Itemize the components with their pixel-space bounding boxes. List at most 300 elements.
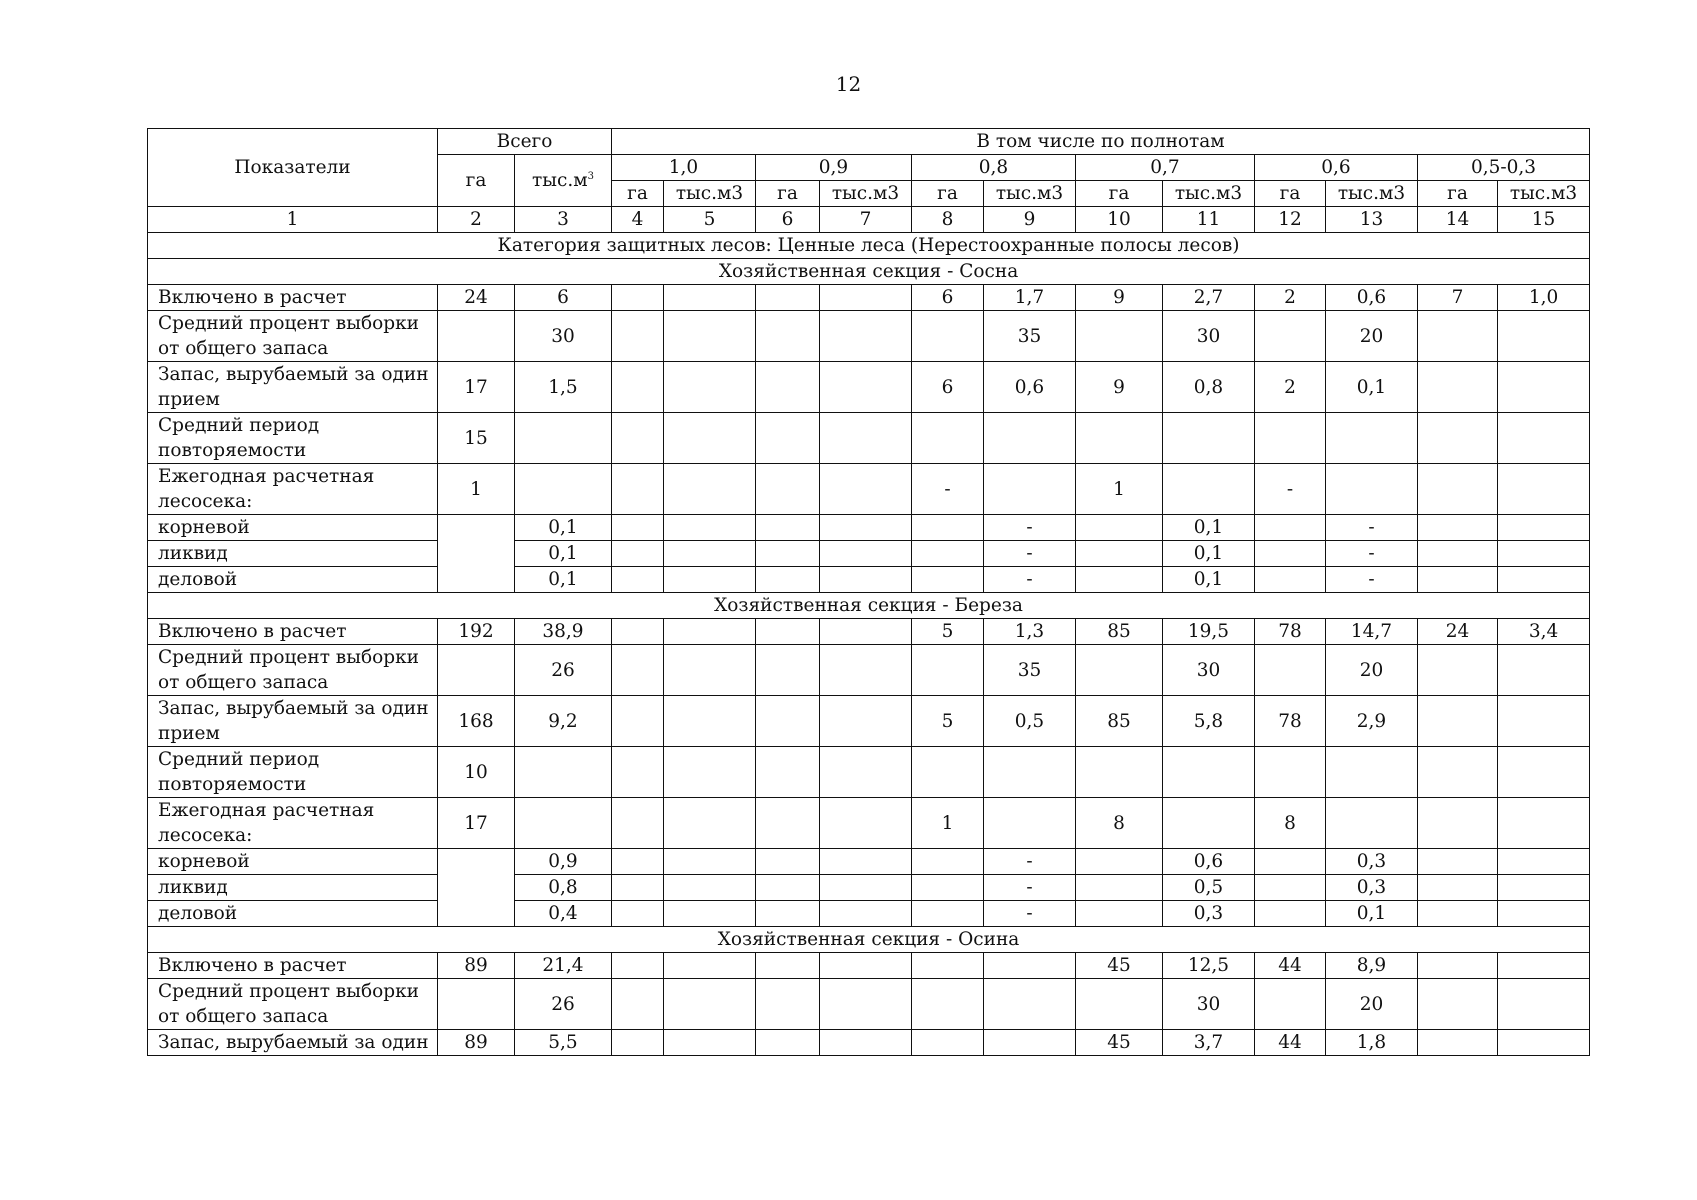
column-number: 1 <box>148 207 438 233</box>
table-row <box>148 285 1590 311</box>
table-cell: 1 <box>1076 464 1163 515</box>
table-cell <box>912 541 984 567</box>
table-cell: - <box>984 849 1076 875</box>
table-cell <box>1498 311 1590 362</box>
unit-volume-header: тыс.м3 <box>664 181 756 207</box>
table-cell <box>664 362 756 413</box>
table-cell <box>756 747 820 798</box>
table-row <box>148 515 1590 541</box>
table-cell <box>756 953 820 979</box>
row-label: корневой <box>148 849 438 875</box>
table-cell: 19,5 <box>1163 619 1255 645</box>
column-number: 3 <box>515 207 612 233</box>
table-cell <box>664 515 756 541</box>
table-cell: 0,1 <box>515 541 612 567</box>
row-label: Средний процент выборки от общего запаса <box>148 645 438 696</box>
table-cell: 0,3 <box>1326 875 1418 901</box>
table-cell <box>1418 798 1498 849</box>
table-cell <box>820 696 912 747</box>
table-cell <box>1418 979 1498 1030</box>
table-cell <box>1418 645 1498 696</box>
unit-ha-header: га <box>912 181 984 207</box>
unit-volume-header: тыс.м3 <box>1163 181 1255 207</box>
table-cell <box>820 413 912 464</box>
table-cell <box>515 464 612 515</box>
table-row <box>148 901 1590 927</box>
table-cell: 0,6 <box>1163 849 1255 875</box>
table-cell <box>1418 413 1498 464</box>
density-header: 0,7 <box>1076 155 1255 181</box>
row-label: Запас, вырубаемый за один прием <box>148 696 438 747</box>
table-cell <box>1418 464 1498 515</box>
table-cell: 12,5 <box>1163 953 1255 979</box>
table-cell <box>756 849 820 875</box>
table-cell: 45 <box>1076 1030 1163 1056</box>
table-cell <box>984 953 1076 979</box>
table-cell: 2,9 <box>1326 696 1418 747</box>
table-cell <box>912 311 984 362</box>
table-cell: 35 <box>984 311 1076 362</box>
table-cell: 1,3 <box>984 619 1076 645</box>
table-row <box>148 619 1590 645</box>
table-cell <box>612 515 664 541</box>
row-label: Запас, вырубаемый за один <box>148 1030 438 1056</box>
table-cell <box>1163 798 1255 849</box>
table-cell <box>1498 901 1590 927</box>
table-cell <box>820 567 912 593</box>
table-cell: 0,8 <box>515 875 612 901</box>
table-cell <box>1255 901 1326 927</box>
table-cell <box>664 875 756 901</box>
table-cell: 44 <box>1255 953 1326 979</box>
section-title: Хозяйственная секция - Береза <box>148 593 1590 619</box>
table-cell: - <box>1326 515 1418 541</box>
table-row <box>148 362 1590 413</box>
table-cell <box>756 285 820 311</box>
by-density-header: В том числе по полнотам <box>612 129 1590 155</box>
table-cell <box>912 979 984 1030</box>
table-cell <box>515 747 612 798</box>
table-cell <box>612 311 664 362</box>
table-cell <box>1498 645 1590 696</box>
table-cell <box>912 747 984 798</box>
table-cell: 1,8 <box>1326 1030 1418 1056</box>
table-cell <box>612 747 664 798</box>
table-cell <box>612 849 664 875</box>
table-cell: 9 <box>1076 285 1163 311</box>
table-cell <box>820 979 912 1030</box>
table-cell <box>664 541 756 567</box>
table-cell <box>820 901 912 927</box>
table-cell <box>984 413 1076 464</box>
table-cell <box>1255 747 1326 798</box>
table-cell: 0,6 <box>1326 285 1418 311</box>
table-cell <box>1418 1030 1498 1056</box>
row-label: Средний период повторяемости <box>148 747 438 798</box>
table-cell <box>664 798 756 849</box>
table-cell <box>664 696 756 747</box>
density-header: 1,0 <box>612 155 756 181</box>
table-cell <box>1255 645 1326 696</box>
table-cell: 1,0 <box>1498 285 1590 311</box>
table-cell: 17 <box>438 362 515 413</box>
table-cell: 17 <box>438 798 515 849</box>
table-cell <box>1255 849 1326 875</box>
table-cell <box>984 979 1076 1030</box>
unit-volume-header: тыс.м3 <box>1326 181 1418 207</box>
table-cell <box>1255 311 1326 362</box>
table-cell: 3,4 <box>1498 619 1590 645</box>
table-cell: - <box>984 875 1076 901</box>
table-cell <box>912 953 984 979</box>
table-cell: 0,1 <box>1163 541 1255 567</box>
density-header: 0,5-0,3 <box>1418 155 1590 181</box>
unit-ha-header: га <box>1418 181 1498 207</box>
table-cell: 0,1 <box>515 567 612 593</box>
table-cell: 89 <box>438 953 515 979</box>
table-cell <box>1163 747 1255 798</box>
table-cell: 5 <box>912 619 984 645</box>
total-ha-header: га <box>438 155 515 207</box>
table-cell <box>1076 541 1163 567</box>
table-cell <box>1498 515 1590 541</box>
total-volume-header: $тыс.м^3$ <box>515 155 612 207</box>
column-number: 10 <box>1076 207 1163 233</box>
column-number: 5 <box>664 207 756 233</box>
table-cell <box>912 875 984 901</box>
density-header: 0,8 <box>912 155 1076 181</box>
table-cell: 0,1 <box>1326 362 1418 413</box>
table-cell <box>820 798 912 849</box>
table-cell <box>756 901 820 927</box>
table-cell: 44 <box>1255 1030 1326 1056</box>
table-cell <box>1498 953 1590 979</box>
row-label: Запас, вырубаемый за один прием <box>148 362 438 413</box>
table-row <box>148 541 1590 567</box>
table-cell <box>756 979 820 1030</box>
table-cell <box>756 798 820 849</box>
table-cell <box>820 285 912 311</box>
table-cell: 0,9 <box>515 849 612 875</box>
column-number-row <box>148 207 1590 233</box>
table-cell: 2 <box>1255 362 1326 413</box>
table-cell <box>756 413 820 464</box>
table-cell: 7 <box>1418 285 1498 311</box>
table-cell: 1 <box>438 464 515 515</box>
table-cell: 20 <box>1326 311 1418 362</box>
table-cell: 20 <box>1326 645 1418 696</box>
table-cell <box>1498 541 1590 567</box>
table-cell: 21,4 <box>515 953 612 979</box>
table-cell <box>612 979 664 1030</box>
table-cell <box>612 619 664 645</box>
table-cell: 5,8 <box>1163 696 1255 747</box>
table-cell: 0,3 <box>1326 849 1418 875</box>
column-number: 11 <box>1163 207 1255 233</box>
row-label: ликвид <box>148 541 438 567</box>
table-cell: 0,8 <box>1163 362 1255 413</box>
table-cell <box>1418 849 1498 875</box>
table-cell <box>756 541 820 567</box>
table-cell: 9 <box>1076 362 1163 413</box>
table-cell: 30 <box>1163 311 1255 362</box>
table-cell: 85 <box>1076 619 1163 645</box>
table-row <box>148 849 1590 875</box>
table-cell: 1,7 <box>984 285 1076 311</box>
table-cell <box>612 901 664 927</box>
column-number: 9 <box>984 207 1076 233</box>
table-row <box>148 311 1590 362</box>
unit-ha-header: га <box>756 181 820 207</box>
table-cell <box>1326 747 1418 798</box>
table-cell <box>756 619 820 645</box>
column-number: 13 <box>1326 207 1418 233</box>
table-row <box>148 464 1590 515</box>
table-cell <box>1498 747 1590 798</box>
table-cell <box>664 849 756 875</box>
density-header: 0,6 <box>1255 155 1418 181</box>
table-cell <box>820 362 912 413</box>
unit-ha-header: га <box>1076 181 1163 207</box>
row-label: Средний период повторяемости <box>148 413 438 464</box>
table-cell: 0,1 <box>1163 515 1255 541</box>
table-cell <box>820 515 912 541</box>
table-cell <box>756 645 820 696</box>
table-cell <box>1498 1030 1590 1056</box>
unit-volume-header: тыс.м3 <box>984 181 1076 207</box>
table-cell: - <box>984 541 1076 567</box>
table-cell <box>912 567 984 593</box>
table-cell: 0,6 <box>984 362 1076 413</box>
table-cell <box>1418 747 1498 798</box>
table-cell: 15 <box>438 413 515 464</box>
row-label: Включено в расчет <box>148 285 438 311</box>
table-cell: 26 <box>515 979 612 1030</box>
table-cell <box>820 541 912 567</box>
table-cell: 89 <box>438 1030 515 1056</box>
table-cell: 3,7 <box>1163 1030 1255 1056</box>
table-cell <box>664 311 756 362</box>
table-cell <box>664 619 756 645</box>
merged-ha-cell <box>438 849 515 927</box>
table-cell <box>756 567 820 593</box>
row-label: деловой <box>148 567 438 593</box>
table-cell: 2,7 <box>1163 285 1255 311</box>
unit-volume-header: тыс.м3 <box>820 181 912 207</box>
table-cell <box>1255 567 1326 593</box>
table-cell: 0,4 <box>515 901 612 927</box>
table-cell <box>1076 515 1163 541</box>
table-cell <box>820 464 912 515</box>
section-title-row <box>148 259 1590 285</box>
table-cell: 2 <box>1255 285 1326 311</box>
table-row <box>148 413 1590 464</box>
table-cell: - <box>984 515 1076 541</box>
row-label: деловой <box>148 901 438 927</box>
unit-volume-header: тыс.м3 <box>1498 181 1590 207</box>
table-cell <box>1418 362 1498 413</box>
table-cell <box>756 696 820 747</box>
table-cell <box>912 849 984 875</box>
table-cell <box>664 747 756 798</box>
table-row <box>148 979 1590 1030</box>
table-cell: 10 <box>438 747 515 798</box>
table-cell <box>820 1030 912 1056</box>
table-cell <box>1418 696 1498 747</box>
table-row <box>148 875 1590 901</box>
table-cell <box>612 567 664 593</box>
table-cell <box>1326 413 1418 464</box>
table-cell <box>1498 413 1590 464</box>
table-cell: 6 <box>912 362 984 413</box>
table-cell: 8 <box>1076 798 1163 849</box>
table-cell <box>1163 464 1255 515</box>
table-cell <box>912 901 984 927</box>
table-cell <box>1498 362 1590 413</box>
table-cell <box>438 645 515 696</box>
table-cell: 8,9 <box>1326 953 1418 979</box>
unit-ha-header: га <box>1255 181 1326 207</box>
table-body <box>148 233 1590 1056</box>
table-cell <box>1076 849 1163 875</box>
table-cell: 30 <box>1163 645 1255 696</box>
table-cell <box>1255 875 1326 901</box>
row-label: ликвид <box>148 875 438 901</box>
table-cell: 78 <box>1255 619 1326 645</box>
section-title-row <box>148 927 1590 953</box>
table-cell <box>1326 464 1418 515</box>
table-cell <box>664 285 756 311</box>
table-cell <box>756 515 820 541</box>
table-cell <box>756 875 820 901</box>
table-cell <box>1418 901 1498 927</box>
table-cell: - <box>984 567 1076 593</box>
row-label: корневой <box>148 515 438 541</box>
table-row <box>148 696 1590 747</box>
table-cell <box>664 1030 756 1056</box>
unit-ha-header: га <box>612 181 664 207</box>
table-cell: 168 <box>438 696 515 747</box>
table-cell <box>1498 875 1590 901</box>
row-label: Включено в расчет <box>148 953 438 979</box>
table-cell: - <box>912 464 984 515</box>
table-row <box>148 1030 1590 1056</box>
table-row <box>148 798 1590 849</box>
table-cell: 14,7 <box>1326 619 1418 645</box>
table-cell: - <box>1326 541 1418 567</box>
table-cell <box>1076 901 1163 927</box>
table-cell <box>1498 798 1590 849</box>
page-number: 12 <box>835 72 862 96</box>
table-cell: 6 <box>912 285 984 311</box>
merged-ha-cell <box>438 515 515 593</box>
table-row <box>148 567 1590 593</box>
table-cell <box>1418 875 1498 901</box>
column-number: 7 <box>820 207 912 233</box>
table-cell <box>756 464 820 515</box>
table-cell: 0,1 <box>515 515 612 541</box>
table-cell <box>664 464 756 515</box>
table-cell <box>612 1030 664 1056</box>
table-cell <box>1076 747 1163 798</box>
table-cell <box>1076 567 1163 593</box>
table-cell <box>912 1030 984 1056</box>
column-number: 12 <box>1255 207 1326 233</box>
table-cell: 8 <box>1255 798 1326 849</box>
table-cell <box>912 515 984 541</box>
column-number: 4 <box>612 207 664 233</box>
table-cell <box>612 285 664 311</box>
table-row <box>148 747 1590 798</box>
table-cell <box>1255 979 1326 1030</box>
category-row: Категория защитных лесов: Ценные леса (Нерестоохранные полосы лесов) <box>148 233 1590 259</box>
table-cell: 24 <box>1418 619 1498 645</box>
table-cell <box>515 413 612 464</box>
table-cell: 0,3 <box>1163 901 1255 927</box>
table-cell <box>1498 979 1590 1030</box>
table-cell <box>1326 798 1418 849</box>
table-cell <box>1076 875 1163 901</box>
table-cell <box>1076 979 1163 1030</box>
table-cell <box>664 953 756 979</box>
table-cell <box>1076 645 1163 696</box>
table-cell <box>612 362 664 413</box>
row-label: Ежегодная расчетная лесосека: <box>148 798 438 849</box>
table-cell: 1,5 <box>515 362 612 413</box>
table-cell <box>820 747 912 798</box>
table-cell: 38,9 <box>515 619 612 645</box>
table-cell: 0,5 <box>1163 875 1255 901</box>
table-cell <box>612 413 664 464</box>
table-cell: - <box>1255 464 1326 515</box>
table-cell <box>1418 515 1498 541</box>
table-cell <box>612 875 664 901</box>
table-cell: 78 <box>1255 696 1326 747</box>
section-title: Хозяйственная секция - Осина <box>148 927 1590 953</box>
table-cell: 30 <box>515 311 612 362</box>
table-cell <box>1418 541 1498 567</box>
table-cell: 45 <box>1076 953 1163 979</box>
table-cell <box>1076 311 1163 362</box>
table-cell: 0,1 <box>1163 567 1255 593</box>
row-label: Средний процент выборки от общего запаса <box>148 311 438 362</box>
table-cell <box>515 798 612 849</box>
table-cell <box>820 645 912 696</box>
table-cell <box>612 645 664 696</box>
table-cell <box>820 311 912 362</box>
table-cell <box>664 567 756 593</box>
table-cell: 30 <box>1163 979 1255 1030</box>
table-cell <box>664 645 756 696</box>
table-cell <box>984 747 1076 798</box>
table-cell <box>1498 849 1590 875</box>
table-cell: 26 <box>515 645 612 696</box>
table-cell <box>612 541 664 567</box>
section-title: Хозяйственная секция - Сосна <box>148 259 1590 285</box>
table-cell <box>664 979 756 1030</box>
indicators-header: Показатели <box>148 129 438 207</box>
table-cell <box>1255 515 1326 541</box>
table-cell: 192 <box>438 619 515 645</box>
table-cell <box>664 901 756 927</box>
table-cell <box>612 464 664 515</box>
table-cell <box>1498 464 1590 515</box>
table-cell <box>756 1030 820 1056</box>
table-cell <box>912 413 984 464</box>
table-cell: 1 <box>912 798 984 849</box>
column-number: 2 <box>438 207 515 233</box>
table-cell <box>984 464 1076 515</box>
